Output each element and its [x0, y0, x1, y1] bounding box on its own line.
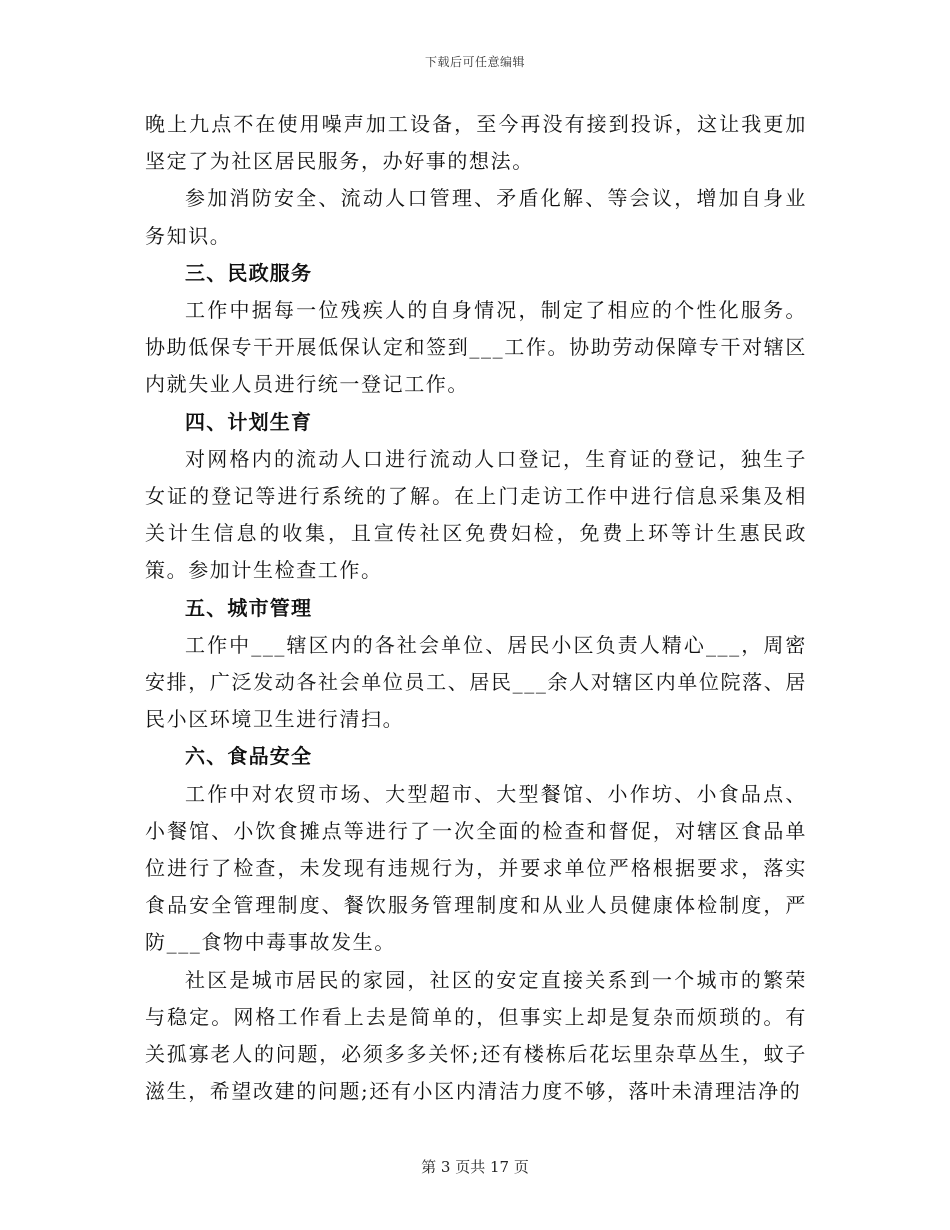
- body-paragraph: 工作中___辖区内的各社会单位、居民小区负责人精心___，周密安排，广泛发动各社会单位员工、居民___余人对辖区内单位院落、居民小区环境卫生进行清扫。: [145, 632, 807, 732]
- body-paragraph: 社区是城市居民的家园，社区的安定直接关系到一个城市的繁荣与稳定。网格工作看上去是简单的，但事实上却是复杂而烦琐的。有关孤寡老人的问题，必须多多关怀;还有楼栋后花坛里杂草丛生，蚊子滋生，希望改建的问题;还有小区内清洁力度不够，落叶未清理洁净的: [145, 967, 807, 1104]
- section-heading: 五、城市管理: [185, 595, 313, 620]
- page-number: 第 3 页共 17 页: [421, 1158, 529, 1176]
- page-header: 下载后可任意编辑: [424, 55, 525, 69]
- section-heading: 四、计划生育: [185, 409, 313, 434]
- body-paragraph: 对网格内的流动人口进行流动人口登记，生育证的登记，独生子女证的登记等进行系统的了解。在上门走访工作中进行信息采集及相关计生信息的收集，且宣传社区免费妇检，免费上环等计生惠民政策。参加计生检查工作。: [145, 446, 807, 583]
- body-paragraph: 工作中对农贸市场、大型超市、大型餐馆、小作坊、小食品点、小餐馆、小饮食摊点等进行了一次全面的检查和督促，对辖区食品单位进行了检查，未发现有违规行为，并要求单位严格根据要求，落实食品安全管理制度、餐饮服务管理制度和从业人员健康体检制度，严防___食物中毒事故发生。: [145, 781, 807, 955]
- document-body: [145, 106, 807, 1110]
- section-heading: 六、食品安全: [185, 744, 313, 769]
- section-heading: 三、民政服务: [185, 260, 313, 285]
- body-paragraph: 工作中据每一位残疾人的自身情况，制定了相应的个性化服务。协助低保专干开展低保认定和签到___工作。协助劳动保障专干对辖区内就失业人员进行统一登记工作。: [145, 298, 807, 397]
- body-paragraph: 参加消防安全、流动人口管理、矛盾化解、等会议，增加自身业务知识。: [145, 186, 807, 248]
- body-paragraph: 晚上九点不在使用噪声加工设备，至今再没有接到投诉，这让我更加坚定了为社区居民服务，办好事的想法。: [145, 112, 807, 174]
